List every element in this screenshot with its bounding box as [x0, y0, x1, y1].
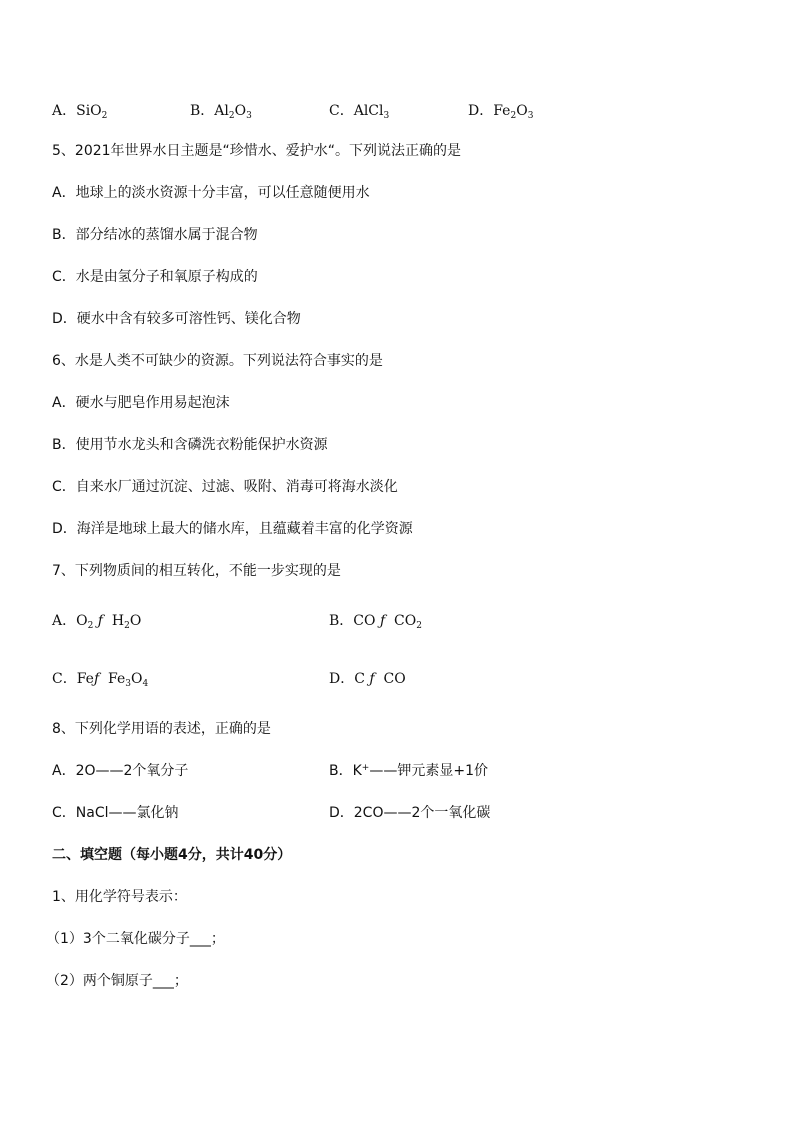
q8-option-c: C．NaCl——氯化钠: [52, 805, 179, 821]
s2-q1-part2: （2）两个铜原子___；: [46, 973, 188, 989]
q5-option-b: B．部分结冰的蒸馏水属于混合物: [52, 227, 258, 243]
q7-option-c: C．Feƒ $Fe_3O_4$: [52, 671, 149, 689]
q7-stem: 7、下列物质间的相互转化，不能一步实现的是: [52, 563, 341, 579]
q5-option-d: D．硬水中含有较多可溶性钙、镁化合物: [52, 311, 301, 327]
q6-option-b: B．使用节水龙头和含磷洗衣粉能保护水资源: [52, 437, 328, 453]
q8-option-b: B．K+——钾元素显+1价: [329, 763, 488, 779]
q8-option-d: D．2CO——2个一氧化碳: [329, 805, 491, 821]
q8-stem: 8、下列化学用语的表述，正确的是: [52, 721, 271, 737]
q7-option-d: D．C ƒ CO: [329, 671, 406, 687]
q6-option-a: A．硬水与肥皂作用易起泡沫: [52, 395, 230, 411]
q4-option-c: C．AlCl$_3$: [329, 103, 390, 121]
section-heading: 二、填空题（每小题4分，共计40分）: [52, 847, 292, 863]
q5-option-a: A．地球上的淡水资源十分丰富，可以任意随便用水: [52, 185, 370, 201]
q5-stem: 5、2021年世界水日主题是“珍惜水、爱护水“。下列说法正确的是: [52, 143, 462, 159]
q7-option-a: A．$O_2$ ƒ $H_2O$: [52, 613, 142, 631]
q4-option-b: B．$Al_2O_3$: [190, 103, 252, 121]
q6-option-d: D．海洋是地球上最大的储水库，且蕴藏着丰富的化学资源: [52, 521, 413, 537]
s2-q1-stem: 1、用化学符号表示：: [52, 889, 187, 905]
q4-option-d: D．$Fe_2O_3$: [468, 103, 534, 121]
q6-stem: 6、水是人类不可缺少的资源。下列说法符合事实的是: [52, 353, 383, 369]
q5-option-c: C．水是由氢分子和氧原子构成的: [52, 269, 258, 285]
q8-option-a: A．2O——2个氧分子: [52, 763, 189, 779]
q4-option-a: A．SiO$_2$: [52, 103, 108, 121]
s2-q1-part1: （1）3个二氧化碳分子___；: [46, 931, 225, 947]
q7-option-b: B．CO ƒ $CO_2$: [329, 613, 422, 631]
q6-option-c: C．自来水厂通过沉淀、过滤、吸附、消毒可将海水淡化: [52, 479, 398, 495]
